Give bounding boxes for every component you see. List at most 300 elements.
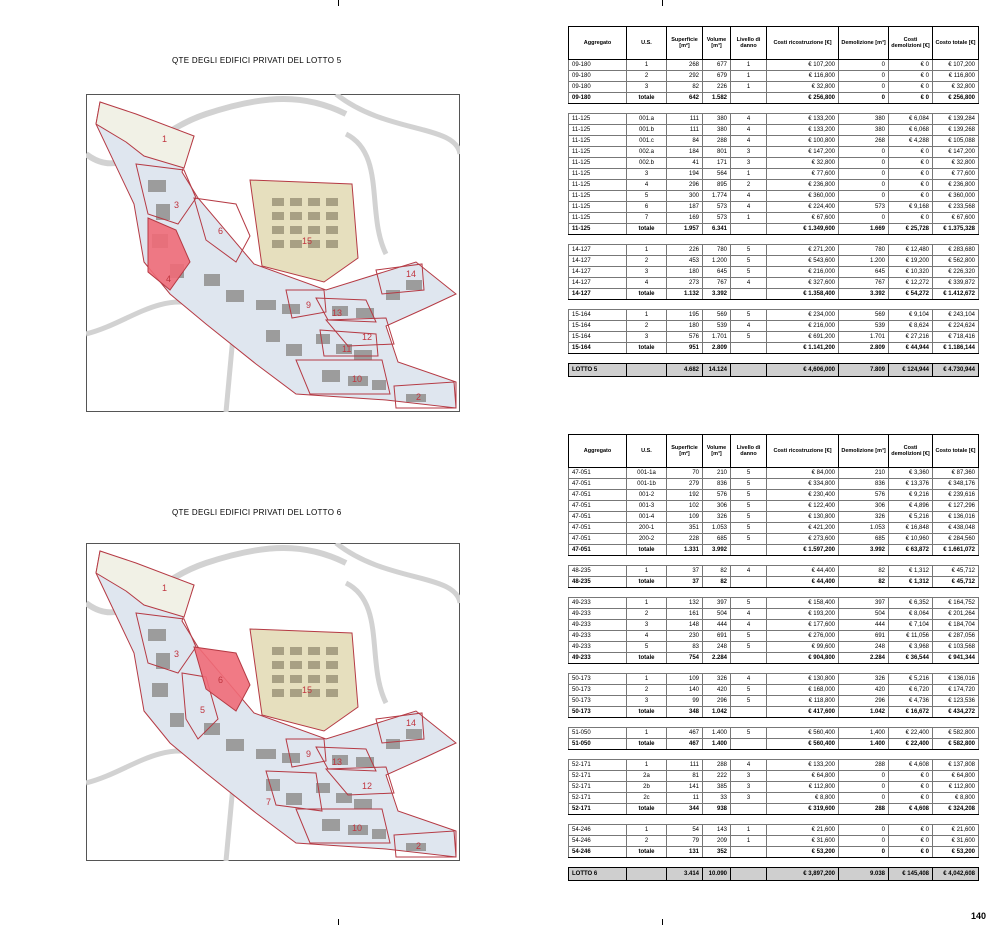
header-col-livello: Livello di danno (731, 435, 767, 468)
cell-col-demolizione: 82 (839, 577, 889, 588)
cell-col-aggregato: 11-125 (569, 125, 627, 136)
cell-col-costo-totale: € 348,176 (933, 479, 979, 490)
cell-col-costi-demolizioni: € 0 (889, 825, 933, 836)
cell-col-demolizione: 420 (839, 685, 889, 696)
cell-col-demolizione: 1,400 (839, 728, 889, 739)
building-block (356, 757, 374, 767)
cell-col-aggregato: 11-125 (569, 202, 627, 213)
cell-col-costi-ricostruzione: € 3,897,200 (767, 868, 839, 881)
building-block (152, 683, 168, 697)
zone-15-building (272, 198, 284, 206)
cell-col-aggregato: 11-125 (569, 158, 627, 169)
cell-col-us: 1 (627, 728, 667, 739)
table-row (569, 82, 979, 93)
zone-15-building (290, 226, 302, 234)
cell-col-demolizione: 210 (839, 468, 889, 479)
table-row (569, 534, 979, 545)
cell-col-aggregato: 15-164 (569, 321, 627, 332)
cell-col-costi-ricostruzione: € 77,600 (767, 169, 839, 180)
page-number: 140 (970, 911, 986, 921)
cell-col-us: 3 (627, 267, 667, 278)
cell-col-costi-demolizioni: € 0 (889, 71, 933, 82)
building-block (386, 739, 400, 749)
cell-col-aggregato: 52-171 (569, 793, 627, 804)
cell-col-costi-ricostruzione: € 133,200 (767, 125, 839, 136)
cell-col-costi-ricostruzione: € 64,800 (767, 771, 839, 782)
header-col-aggregato: Aggregato (569, 27, 627, 60)
cell-col-costi-demolizioni: € 0 (889, 836, 933, 847)
cell-col-aggregato: 54-246 (569, 836, 627, 847)
cell-col-livello: 5 (731, 642, 767, 653)
zone-15-building (272, 212, 284, 220)
cell-col-costi-ricostruzione: € 8,800 (767, 793, 839, 804)
header-col-costi-demolizioni: Costi demolizioni [€] (889, 435, 933, 468)
cell-col-costi-demolizioni: € 22,400 (889, 728, 933, 739)
cell-col-costi-demolizioni: € 6,084 (889, 114, 933, 125)
table-row (569, 490, 979, 501)
cell-col-costo-totale: € 87,360 (933, 468, 979, 479)
table-row (569, 147, 979, 158)
cell-col-livello: 1 (731, 825, 767, 836)
zone-label-12: 12 (362, 781, 373, 791)
crop-mark (338, 919, 339, 925)
cell-col-livello: 1 (731, 60, 767, 71)
group-spacer (569, 588, 979, 598)
cell-col-superficie: 161 (667, 609, 703, 620)
cell-col-livello: 1 (731, 82, 767, 93)
cell-col-volume: 397 (703, 598, 731, 609)
cell-col-livello: 2 (731, 180, 767, 191)
group-spacer (569, 235, 979, 245)
building-block (286, 793, 302, 805)
cell-col-superficie: 3.414 (667, 868, 703, 881)
cell-col-us: totale (627, 804, 667, 815)
cell-col-costo-totale: € 8,800 (933, 793, 979, 804)
group-total-row (569, 739, 979, 750)
cell-col-livello (731, 653, 767, 664)
cell-col-us: totale (627, 707, 667, 718)
cell-col-costi-demolizioni: € 9,104 (889, 310, 933, 321)
cell-col-volume: 326 (703, 512, 731, 523)
cell-col-demolizione: 248 (839, 642, 889, 653)
building-block (256, 300, 276, 310)
cell-col-demolizione: 1.669 (839, 224, 889, 235)
table-row (569, 321, 979, 332)
spacer-cell (569, 718, 979, 728)
zone-15-building (290, 689, 302, 697)
cell-col-superficie: 37 (667, 577, 703, 588)
cell-col-us: 1 (627, 566, 667, 577)
cell-col-superficie: 54 (667, 825, 703, 836)
cell-col-aggregato: 47-051 (569, 534, 627, 545)
table-row (569, 674, 979, 685)
zone-label-6: 6 (218, 675, 224, 685)
cell-col-volume: 780 (703, 245, 731, 256)
cell-col-aggregato: 48-235 (569, 566, 627, 577)
cell-col-demolizione: 0 (839, 180, 889, 191)
cell-col-superficie: 226 (667, 245, 703, 256)
cell-col-costi-ricostruzione: € 133,200 (767, 760, 839, 771)
zone-label-15: 15 (302, 236, 313, 246)
cell-col-costo-totale: € 284,560 (933, 534, 979, 545)
cell-col-superficie: 453 (667, 256, 703, 267)
cell-col-us: 3 (627, 332, 667, 343)
spacer-cell (569, 858, 979, 868)
cell-col-superficie: 180 (667, 321, 703, 332)
cell-col-us: 001-2 (627, 490, 667, 501)
group-total-row (569, 343, 979, 354)
group-total-row (569, 545, 979, 556)
cell-col-costi-ricostruzione: € 543,600 (767, 256, 839, 267)
cell-col-costi-ricostruzione: € 158,400 (767, 598, 839, 609)
cell-col-costi-demolizioni: € 0 (889, 782, 933, 793)
table-row (569, 685, 979, 696)
cell-col-volume: 385 (703, 782, 731, 793)
building-block (386, 290, 400, 300)
building-block (322, 370, 340, 382)
cell-col-volume: 1.400 (703, 728, 731, 739)
cell-col-volume: 1.042 (703, 707, 731, 718)
table-row (569, 696, 979, 707)
cell-col-superficie: 4.682 (667, 364, 703, 377)
cell-col-costo-totale: € 45,712 (933, 577, 979, 588)
building-block (170, 713, 184, 727)
cell-col-livello (731, 707, 767, 718)
cell-col-costi-ricostruzione: € 1.358,400 (767, 289, 839, 300)
header-col-superficie: Superficie [m²] (667, 435, 703, 468)
cell-col-volume: 573 (703, 202, 731, 213)
table-row (569, 202, 979, 213)
table-row (569, 169, 979, 180)
cell-col-demolizione: 0 (839, 771, 889, 782)
cell-col-us: 2 (627, 256, 667, 267)
cell-col-costi-demolizioni: € 0 (889, 180, 933, 191)
cell-col-demolizione: 0 (839, 82, 889, 93)
cell-col-superficie: 84 (667, 136, 703, 147)
cell-col-superficie: 642 (667, 93, 703, 104)
cell-col-superficie: 273 (667, 278, 703, 289)
table-row (569, 332, 979, 343)
cell-col-costi-demolizioni: € 0 (889, 771, 933, 782)
cell-col-volume: 539 (703, 321, 731, 332)
cell-col-livello: 3 (731, 771, 767, 782)
cell-col-costo-totale: € 1.186,144 (933, 343, 979, 354)
building-block (226, 739, 244, 751)
cell-col-costi-ricostruzione: € 560,400 (767, 739, 839, 750)
cell-col-costi-ricostruzione: € 216,000 (767, 267, 839, 278)
cell-col-aggregato: 50-173 (569, 696, 627, 707)
cell-col-costi-ricostruzione: € 334,800 (767, 479, 839, 490)
table-row (569, 213, 979, 224)
building-block (286, 344, 302, 356)
zone-label-5: 5 (200, 705, 206, 715)
cell-col-livello: 3 (731, 793, 767, 804)
table-row (569, 114, 979, 125)
cell-col-us: 3 (627, 696, 667, 707)
spacer-cell (569, 664, 979, 674)
cell-col-costi-demolizioni: € 16,848 (889, 523, 933, 534)
cell-col-us: 2 (627, 71, 667, 82)
zone-label-13: 13 (332, 757, 343, 767)
cell-col-superficie: 951 (667, 343, 703, 354)
group-spacer (569, 815, 979, 825)
cell-col-superficie: 169 (667, 213, 703, 224)
cell-col-costi-demolizioni: € 7,104 (889, 620, 933, 631)
zone-15-building (272, 226, 284, 234)
cell-col-aggregato: 09-180 (569, 82, 627, 93)
cell-col-us: 001-4 (627, 512, 667, 523)
cell-col-us: totale (627, 847, 667, 858)
cell-col-livello: 5 (731, 468, 767, 479)
cell-col-superficie: 109 (667, 512, 703, 523)
cell-col-demolizione: 504 (839, 609, 889, 620)
cell-col-costi-ricostruzione: € 230,400 (767, 490, 839, 501)
cell-col-superficie: 132 (667, 598, 703, 609)
group-spacer (569, 858, 979, 868)
cell-col-aggregato: LOTTO 6 (569, 868, 627, 881)
cell-col-costi-demolizioni: € 0 (889, 93, 933, 104)
cell-col-costo-totale: € 77,600 (933, 169, 979, 180)
group-total-row (569, 707, 979, 718)
cell-col-aggregato: 09-180 (569, 60, 627, 71)
cell-col-demolizione: 539 (839, 321, 889, 332)
cell-col-costi-ricostruzione: € 360,000 (767, 191, 839, 202)
cell-col-costi-ricostruzione: € 224,400 (767, 202, 839, 213)
cell-col-us: totale (627, 93, 667, 104)
cell-col-costo-totale: € 136,016 (933, 674, 979, 685)
cell-col-volume: 679 (703, 71, 731, 82)
cell-col-aggregato: 15-164 (569, 332, 627, 343)
cell-col-volume: 3.392 (703, 289, 731, 300)
cell-col-livello: 4 (731, 114, 767, 125)
cell-col-livello: 4 (731, 136, 767, 147)
cell-col-volume: 420 (703, 685, 731, 696)
header-col-us: U.S. (627, 27, 667, 60)
table-row (569, 620, 979, 631)
cell-col-costo-totale: € 67,600 (933, 213, 979, 224)
cell-col-volume: 569 (703, 310, 731, 321)
table-row (569, 512, 979, 523)
cell-col-costi-demolizioni: € 0 (889, 847, 933, 858)
cell-col-livello: 1 (731, 71, 767, 82)
crop-mark (662, 919, 663, 925)
cell-col-livello (731, 289, 767, 300)
cell-col-demolizione: 0 (839, 825, 889, 836)
cell-col-aggregato: 49-233 (569, 642, 627, 653)
cell-col-demolizione: 0 (839, 836, 889, 847)
table-row (569, 771, 979, 782)
cell-col-volume: 1.774 (703, 191, 731, 202)
building-block (356, 308, 374, 318)
zone-label-1: 1 (162, 134, 168, 144)
cell-col-costo-totale: € 147,200 (933, 147, 979, 158)
cell-col-costo-totale: € 164,752 (933, 598, 979, 609)
header-col-us: U.S. (627, 435, 667, 468)
cell-col-costi-ricostruzione: € 216,000 (767, 321, 839, 332)
cell-col-demolizione: 0 (839, 93, 889, 104)
header-col-volume: Volume [m³] (703, 435, 731, 468)
cell-col-volume: 143 (703, 825, 731, 836)
cell-col-demolizione: 296 (839, 696, 889, 707)
cell-col-superficie: 344 (667, 804, 703, 815)
cell-col-demolizione: 0 (839, 782, 889, 793)
cell-col-superficie: 1.957 (667, 224, 703, 235)
cell-col-costi-demolizioni: € 44,944 (889, 343, 933, 354)
cell-col-volume: 1.400 (703, 739, 731, 750)
cell-col-us: 2 (627, 609, 667, 620)
cell-col-us: 5 (627, 642, 667, 653)
cell-col-costi-demolizioni: € 27,216 (889, 332, 933, 343)
spacer-cell (569, 235, 979, 245)
group-spacer (569, 718, 979, 728)
cell-col-superficie: 131 (667, 847, 703, 858)
zone-15-building (326, 226, 338, 234)
cell-col-costi-demolizioni: € 4,288 (889, 136, 933, 147)
cell-col-costi-ricostruzione: € 32,800 (767, 158, 839, 169)
cell-col-volume: 210 (703, 468, 731, 479)
cell-col-aggregato: 47-051 (569, 523, 627, 534)
zone-15-building (272, 647, 284, 655)
cell-col-demolizione: 7.809 (839, 364, 889, 377)
zone-15-building (290, 647, 302, 655)
table-row (569, 479, 979, 490)
cell-col-costi-ricostruzione: € 99,600 (767, 642, 839, 653)
cell-col-livello (731, 847, 767, 858)
cell-col-costi-demolizioni: € 4,736 (889, 696, 933, 707)
header-col-volume: Volume [m³] (703, 27, 731, 60)
cell-col-costi-demolizioni: € 5,216 (889, 512, 933, 523)
table-row (569, 642, 979, 653)
cell-col-costo-totale: € 45,712 (933, 566, 979, 577)
spacer-cell (569, 815, 979, 825)
zone-label-11: 11 (342, 344, 352, 354)
zone-label-9: 9 (306, 300, 312, 310)
cell-col-costo-totale: € 1.375,328 (933, 224, 979, 235)
cell-col-costi-ricostruzione: € 1.141,200 (767, 343, 839, 354)
cell-col-demolizione: 288 (839, 804, 889, 815)
cell-col-costi-ricostruzione: € 122,400 (767, 501, 839, 512)
cell-col-us: 3 (627, 82, 667, 93)
cell-col-volume: 504 (703, 609, 731, 620)
cell-col-costi-demolizioni: € 0 (889, 169, 933, 180)
cell-col-volume: 288 (703, 136, 731, 147)
cell-col-volume: 352 (703, 847, 731, 858)
cell-col-us: 2 (627, 321, 667, 332)
cell-col-superficie: 300 (667, 191, 703, 202)
cell-col-costo-totale: € 174,720 (933, 685, 979, 696)
cell-col-aggregato: 11-125 (569, 114, 627, 125)
cell-col-aggregato: 11-125 (569, 169, 627, 180)
cell-col-superficie: 1.331 (667, 545, 703, 556)
spacer-cell (569, 354, 979, 364)
cell-col-superficie: 187 (667, 202, 703, 213)
cell-col-costo-totale: € 184,704 (933, 620, 979, 631)
cell-col-costi-ricostruzione: € 133,200 (767, 114, 839, 125)
cell-col-costi-demolizioni: € 8,624 (889, 321, 933, 332)
zone-15-building (272, 675, 284, 683)
cell-col-demolizione: 767 (839, 278, 889, 289)
cell-col-superficie: 148 (667, 620, 703, 631)
cell-col-aggregato: 49-233 (569, 620, 627, 631)
grand-total-row (569, 364, 979, 377)
cell-col-superficie: 184 (667, 147, 703, 158)
spacer-cell (569, 104, 979, 114)
cell-col-volume: 248 (703, 642, 731, 653)
cell-col-costo-totale: € 718,416 (933, 332, 979, 343)
cell-col-volume: 685 (703, 534, 731, 545)
cell-col-us: 2c (627, 793, 667, 804)
cell-col-livello: 4 (731, 620, 767, 631)
cell-col-volume: 33 (703, 793, 731, 804)
cell-col-costi-ricostruzione: € 319,600 (767, 804, 839, 815)
cell-col-superficie: 41 (667, 158, 703, 169)
cell-col-aggregato: 11-125 (569, 191, 627, 202)
cell-col-volume: 1.053 (703, 523, 731, 534)
cell-col-livello: 5 (731, 267, 767, 278)
building-block (372, 829, 386, 839)
building-block (148, 629, 166, 641)
building-block (256, 749, 276, 759)
cell-col-costi-demolizioni: € 22,400 (889, 739, 933, 750)
zone-label-6: 6 (218, 226, 224, 236)
cell-col-livello: 1 (731, 169, 767, 180)
cell-col-superficie: 754 (667, 653, 703, 664)
cell-col-volume: 380 (703, 125, 731, 136)
cell-col-us: 001.c (627, 136, 667, 147)
cell-col-costi-ricostruzione: € 256,800 (767, 93, 839, 104)
cell-col-superficie: 268 (667, 60, 703, 71)
cell-col-superficie: 1.132 (667, 289, 703, 300)
cell-col-volume: 226 (703, 82, 731, 93)
cell-col-livello (731, 577, 767, 588)
cell-col-costo-totale: € 4.730,944 (933, 364, 979, 377)
cell-col-livello: 5 (731, 631, 767, 642)
zone-15-building (290, 661, 302, 669)
cell-col-costo-totale: € 139,284 (933, 114, 979, 125)
zone-15-building (272, 240, 284, 248)
cell-col-volume: 645 (703, 267, 731, 278)
cell-col-volume: 306 (703, 501, 731, 512)
zone-label-1: 1 (162, 583, 168, 593)
building-block (406, 729, 422, 739)
header-col-costi-demolizioni: Costi demolizioni [€] (889, 27, 933, 60)
cell-col-livello: 4 (731, 125, 767, 136)
cell-col-costi-ricostruzione: € 234,000 (767, 310, 839, 321)
cell-col-costo-totale: € 226,320 (933, 267, 979, 278)
cell-col-superficie: 348 (667, 707, 703, 718)
cell-col-demolizione: 569 (839, 310, 889, 321)
header-col-costi-ricostruzione: Costi ricostruzione [€] (767, 27, 839, 60)
cell-col-demolizione: 1.701 (839, 332, 889, 343)
cell-col-aggregato: 47-051 (569, 545, 627, 556)
zone-15-building (326, 212, 338, 220)
cell-col-superficie: 351 (667, 523, 703, 534)
cell-col-costi-demolizioni: € 0 (889, 158, 933, 169)
group-spacer (569, 664, 979, 674)
group-spacer (569, 300, 979, 310)
cell-col-aggregato: 11-125 (569, 213, 627, 224)
cell-col-costi-ricostruzione: € 112,800 (767, 782, 839, 793)
cell-col-livello (731, 545, 767, 556)
cell-col-volume: 573 (703, 213, 731, 224)
header-col-demolizione: Demolizione [m³] (839, 27, 889, 60)
cell-col-us: 5 (627, 191, 667, 202)
zone-15-building (290, 240, 302, 248)
cell-col-costi-demolizioni: € 9,216 (889, 490, 933, 501)
cell-col-superficie: 195 (667, 310, 703, 321)
cell-col-us: 4 (627, 631, 667, 642)
cell-col-superficie: 228 (667, 534, 703, 545)
